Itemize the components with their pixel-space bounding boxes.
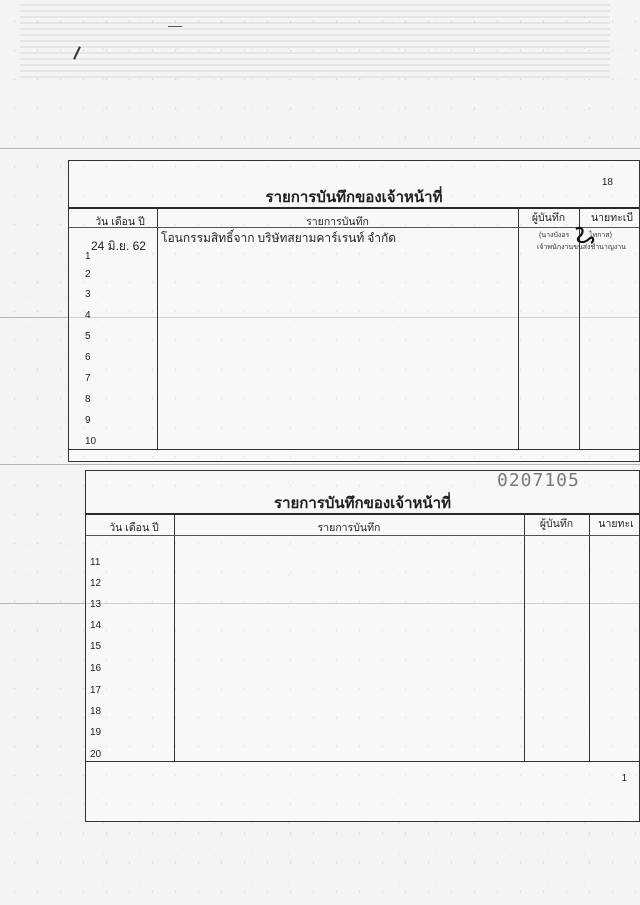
signature-mark (573, 223, 597, 247)
row-number: 4 (85, 310, 91, 321)
column-divider (589, 513, 590, 761)
recorder-name-end: ไทกาส) (589, 232, 612, 239)
column-divider (524, 513, 525, 761)
row-number: 14 (90, 620, 102, 631)
entry-text: โอนกรรมสิทธิ์จาก บริษัทสยามคาร์เรนท์ จำกัด (161, 231, 397, 245)
row-number: 5 (85, 331, 91, 342)
column-header-record: รายการบันทึก (317, 522, 381, 534)
sheet-title: รายการบันทึกของเจ้าหน้าที่ (265, 190, 443, 206)
table-bottom-rule (86, 761, 639, 762)
row-number: 16 (90, 663, 102, 674)
row-number: 17 (90, 685, 102, 696)
row-number: 1 (85, 251, 91, 262)
column-divider (174, 513, 175, 761)
table-bottom-rule (69, 449, 639, 450)
column-header-date: วัน เดือน ปี (95, 216, 145, 228)
column-header-recorder: ผู้บันทึก (539, 518, 574, 530)
column-header-record: รายการบันทึก (306, 216, 369, 228)
record-sheet-2 (85, 470, 640, 822)
recorder-position: เจ้าพนักงานขนส่งชำนาญงาน (537, 244, 626, 251)
recorder-name: (นางบังอร (539, 232, 570, 239)
column-divider (157, 207, 158, 449)
row-number: 18 (90, 706, 102, 717)
row-number: 19 (90, 727, 102, 738)
row-number: 9 (85, 415, 91, 426)
row-number: 7 (85, 373, 91, 384)
row-number: 12 (90, 578, 102, 589)
row-number: 2 (85, 269, 91, 280)
page-number: 18 (601, 177, 613, 188)
column-divider (518, 207, 519, 449)
sheet-title: รายการบันทึกของเจ้าหน้าที่ (274, 496, 451, 512)
scan-line (0, 464, 640, 465)
column-header-date: วัน เดือน ปี (109, 522, 159, 534)
entry-date: 24 มิ.ย. 62 (91, 239, 146, 253)
page-number: 1 (621, 773, 627, 784)
scan-line (0, 148, 640, 149)
row-number: 20 (90, 749, 102, 760)
faded-bleed-through (20, 4, 610, 82)
row-number: 8 (85, 394, 91, 405)
row-number: 3 (85, 289, 91, 300)
pen-mark-dash (168, 26, 182, 27)
row-number: 6 (85, 352, 91, 363)
column-header-registrar: นายทะเ (598, 518, 634, 530)
record-sheet-1 (68, 160, 640, 462)
column-header-recorder: ผู้บันทึก (531, 212, 566, 224)
row-number: 15 (90, 641, 102, 652)
row-number: 13 (90, 599, 102, 610)
document-number: 0207105 (497, 470, 580, 491)
column-header-registrar: นายทะเบี (590, 212, 634, 224)
row-number: 10 (85, 436, 97, 447)
row-number: 11 (90, 557, 101, 568)
